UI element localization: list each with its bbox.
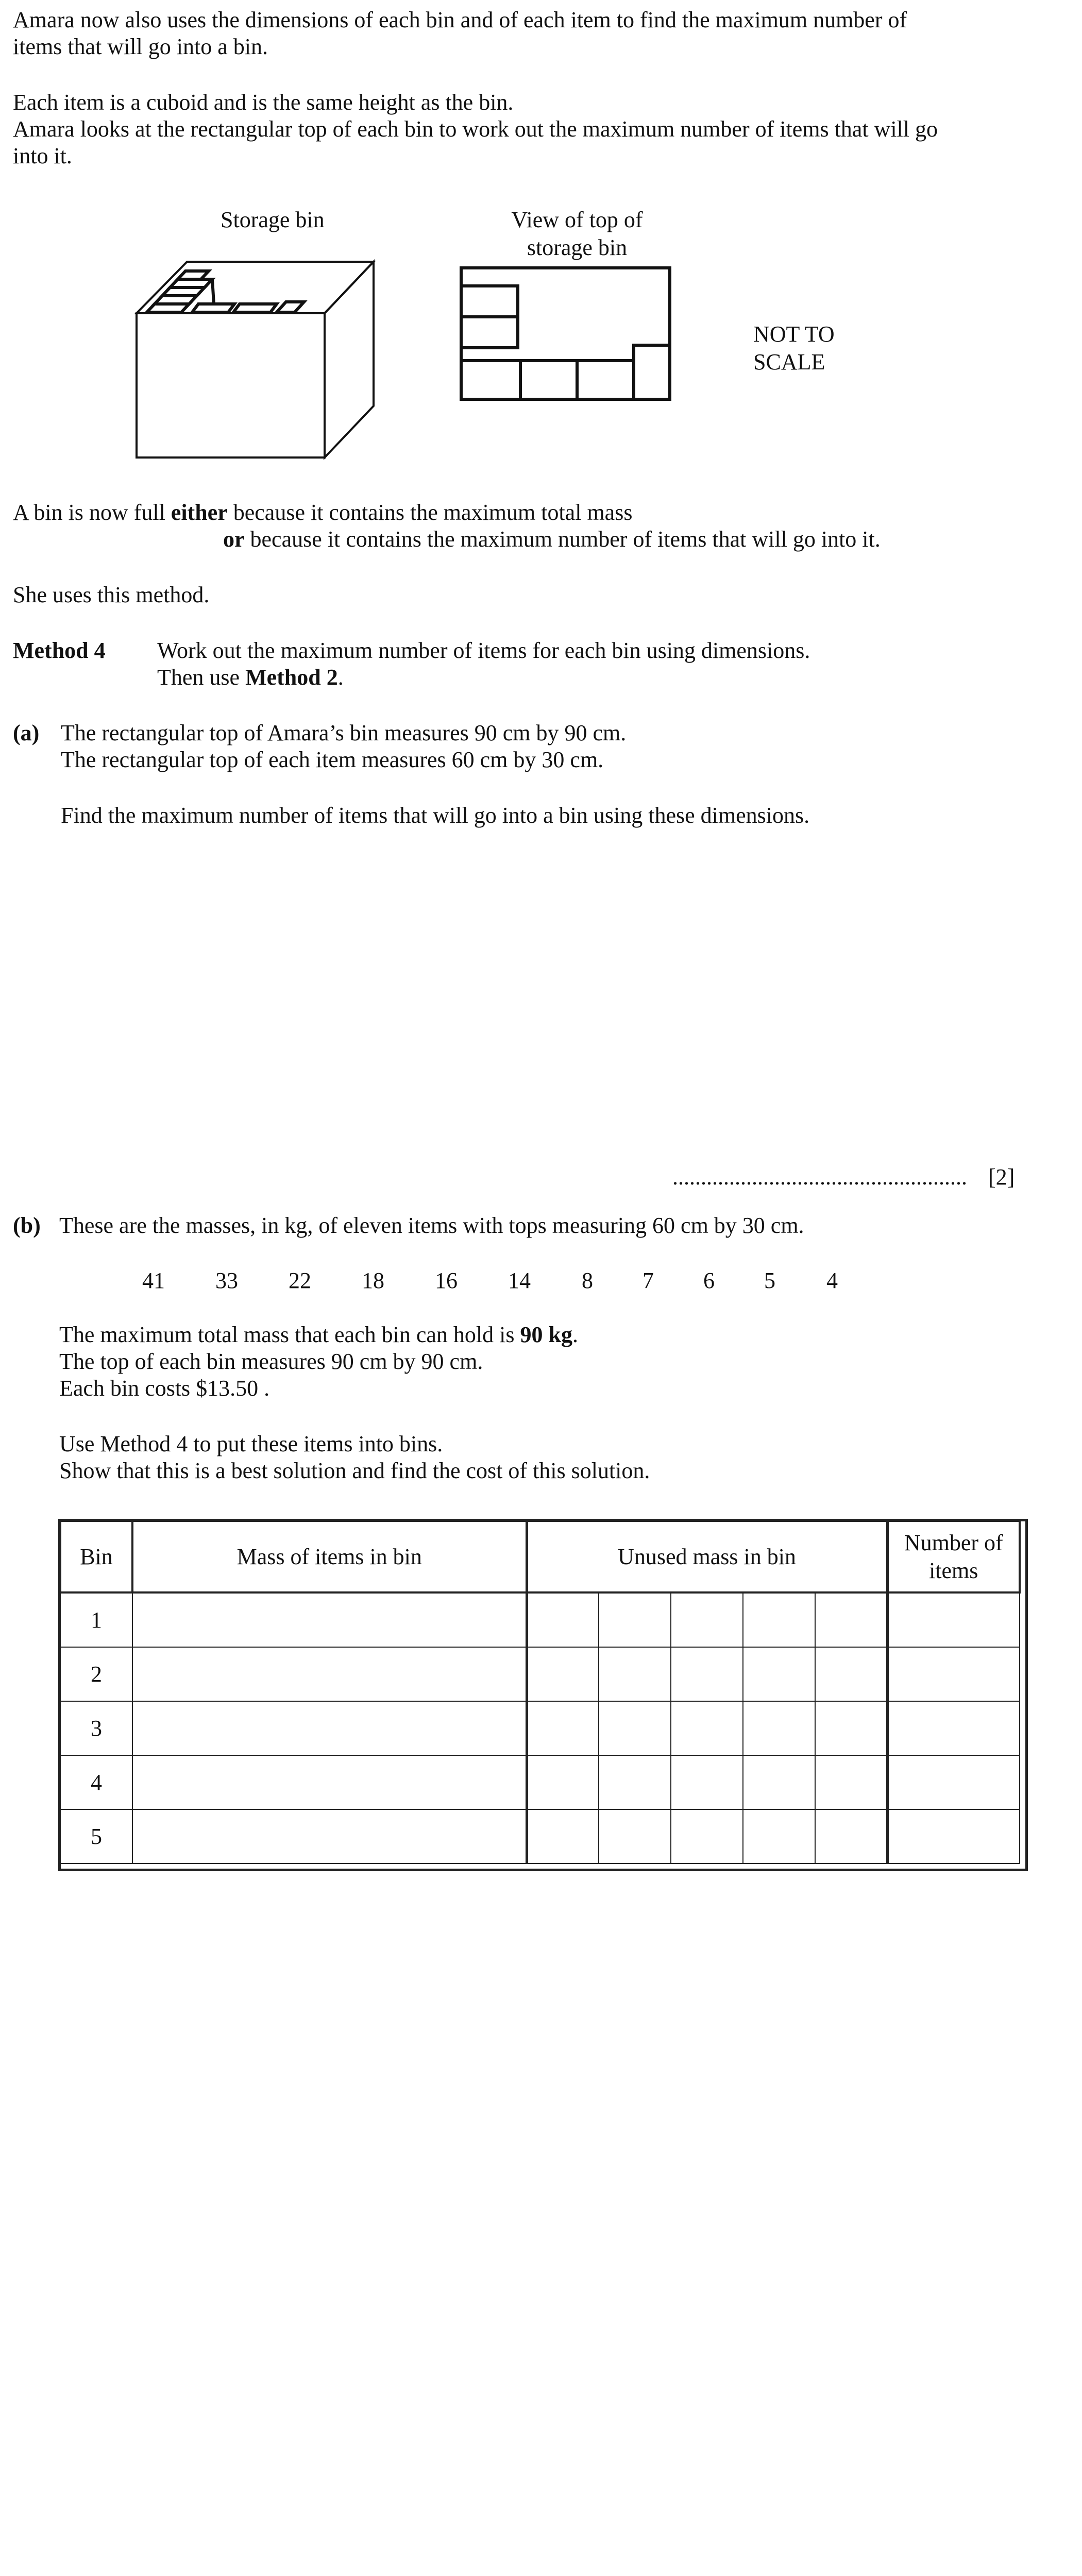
mass-cell[interactable] <box>132 1647 527 1701</box>
unused-cell[interactable] <box>527 1809 599 1863</box>
mass-value: 8 <box>582 1268 593 1293</box>
unused-cell[interactable] <box>815 1755 887 1809</box>
storage-bin-label: Storage bin <box>221 207 325 232</box>
full-rule-either: A bin is now full either because it contains the maximum total mass <box>13 500 633 525</box>
number-cell[interactable] <box>887 1647 1020 1701</box>
bin-column-header: Bin <box>60 1521 132 1592</box>
number-column-header: Number of items <box>887 1521 1020 1592</box>
part-a-label: (a) <box>13 720 40 745</box>
mass-value: 14 <box>508 1268 531 1293</box>
mass-value: 6 <box>703 1268 715 1293</box>
storage-bin-figure <box>131 252 379 469</box>
part-b-line-4: Each bin costs $13.50 . <box>59 1376 270 1401</box>
part-b-line-6: Show that this is a best solution and find the cost of this solution. <box>59 1458 650 1483</box>
unused-cell[interactable] <box>815 1701 887 1755</box>
unused-cell[interactable] <box>815 1592 887 1647</box>
unused-cell[interactable] <box>815 1809 887 1863</box>
intro-line-4: Amara looks at the rectangular top of each bin to work out the maximum number of items that will go <box>13 116 938 142</box>
unused-cell[interactable] <box>527 1647 599 1701</box>
bin-number: 1 <box>60 1592 132 1647</box>
unused-cell[interactable] <box>743 1647 815 1701</box>
mass-cell[interactable] <box>132 1755 527 1809</box>
mass-value: 22 <box>289 1268 311 1293</box>
mass-cell[interactable] <box>132 1809 527 1863</box>
bin-number: 5 <box>60 1809 132 1863</box>
bin-number: 3 <box>60 1701 132 1755</box>
unused-cell[interactable] <box>671 1647 743 1701</box>
unused-cell[interactable] <box>743 1755 815 1809</box>
not-to-scale-note: NOT TO SCALE <box>753 321 835 375</box>
number-cell[interactable] <box>887 1755 1020 1809</box>
table-row <box>60 1647 1020 1701</box>
method-4-line-1: Work out the maximum number of items for each bin using dimensions. <box>157 638 810 663</box>
number-cell[interactable] <box>887 1809 1020 1863</box>
part-b-line-5: Use Method 4 to put these items into bins. <box>59 1431 443 1456</box>
table-row <box>60 1755 1020 1809</box>
table-row <box>60 1809 1020 1863</box>
intro-line-3: Each item is a cuboid and is the same height as the bin. <box>13 90 514 115</box>
full-rule-or: or because it contains the maximum number of items that will go into it. <box>223 527 881 552</box>
unused-cell[interactable] <box>527 1592 599 1647</box>
mass-column-header: Mass of items in bin <box>132 1521 527 1592</box>
intro-line-2: items that will go into a bin. <box>13 34 268 59</box>
unused-cell[interactable] <box>671 1701 743 1755</box>
intro-line-1: Amara now also uses the dimensions of each bin and of each item to find the maximum number of <box>13 7 907 32</box>
bin-number: 4 <box>60 1755 132 1809</box>
mass-cell[interactable] <box>132 1701 527 1755</box>
part-b-line-2: The maximum total mass that each bin can hold is 90 kg. <box>59 1322 578 1347</box>
bin-table <box>59 1520 1021 1864</box>
mass-value: 7 <box>643 1268 654 1293</box>
unused-cell[interactable] <box>743 1809 815 1863</box>
part-a-line-3: Find the maximum number of items that will go into a bin using these dimensions. <box>61 803 810 828</box>
method-4-label: Method 4 <box>13 638 106 663</box>
part-b-line-1: These are the masses, in kg, of eleven items with tops measuring 60 cm by 30 cm. <box>59 1213 804 1238</box>
unused-cell[interactable] <box>599 1701 671 1755</box>
mass-value: 16 <box>435 1268 458 1293</box>
unused-column-header: Unused mass in bin <box>527 1521 887 1592</box>
part-a-answer-line[interactable]: .................................................... <box>672 1164 967 1190</box>
table-row <box>60 1701 1020 1755</box>
unused-cell[interactable] <box>671 1755 743 1809</box>
method-intro: She uses this method. <box>13 582 210 607</box>
mass-value: 18 <box>362 1268 384 1293</box>
method-4-line-2: Then use Method 2. <box>157 665 344 690</box>
unused-cell[interactable] <box>743 1592 815 1647</box>
unused-cell[interactable] <box>599 1809 671 1863</box>
unused-cell[interactable] <box>599 1647 671 1701</box>
unused-cell[interactable] <box>671 1592 743 1647</box>
unused-cell[interactable] <box>815 1647 887 1701</box>
unused-cell[interactable] <box>599 1592 671 1647</box>
number-cell[interactable] <box>887 1592 1020 1647</box>
top-view-figure <box>459 265 675 404</box>
part-a-line-1: The rectangular top of Amara’s bin measures 90 cm by 90 cm. <box>61 720 627 745</box>
table-row <box>60 1592 1020 1647</box>
number-cell[interactable] <box>887 1701 1020 1755</box>
part-b-label: (b) <box>13 1213 41 1238</box>
unused-cell[interactable] <box>527 1701 599 1755</box>
unused-cell[interactable] <box>527 1755 599 1809</box>
unused-cell[interactable] <box>671 1809 743 1863</box>
mass-value: 5 <box>764 1268 775 1293</box>
mass-value: 33 <box>215 1268 238 1293</box>
bin-number: 2 <box>60 1647 132 1701</box>
top-view-label: View of top of storage bin <box>511 207 643 260</box>
part-a-line-2: The rectangular top of each item measures 60 cm by 30 cm. <box>61 747 604 772</box>
unused-cell[interactable] <box>743 1701 815 1755</box>
mass-cell[interactable] <box>132 1592 527 1647</box>
mass-value: 41 <box>142 1268 165 1293</box>
table-header-row <box>60 1521 1020 1592</box>
intro-line-5: into it. <box>13 143 72 168</box>
mass-value: 4 <box>826 1268 838 1293</box>
part-a-marks: [2] <box>988 1164 1015 1190</box>
unused-cell[interactable] <box>599 1755 671 1809</box>
part-b-line-3: The top of each bin measures 90 cm by 90 cm. <box>59 1349 483 1374</box>
